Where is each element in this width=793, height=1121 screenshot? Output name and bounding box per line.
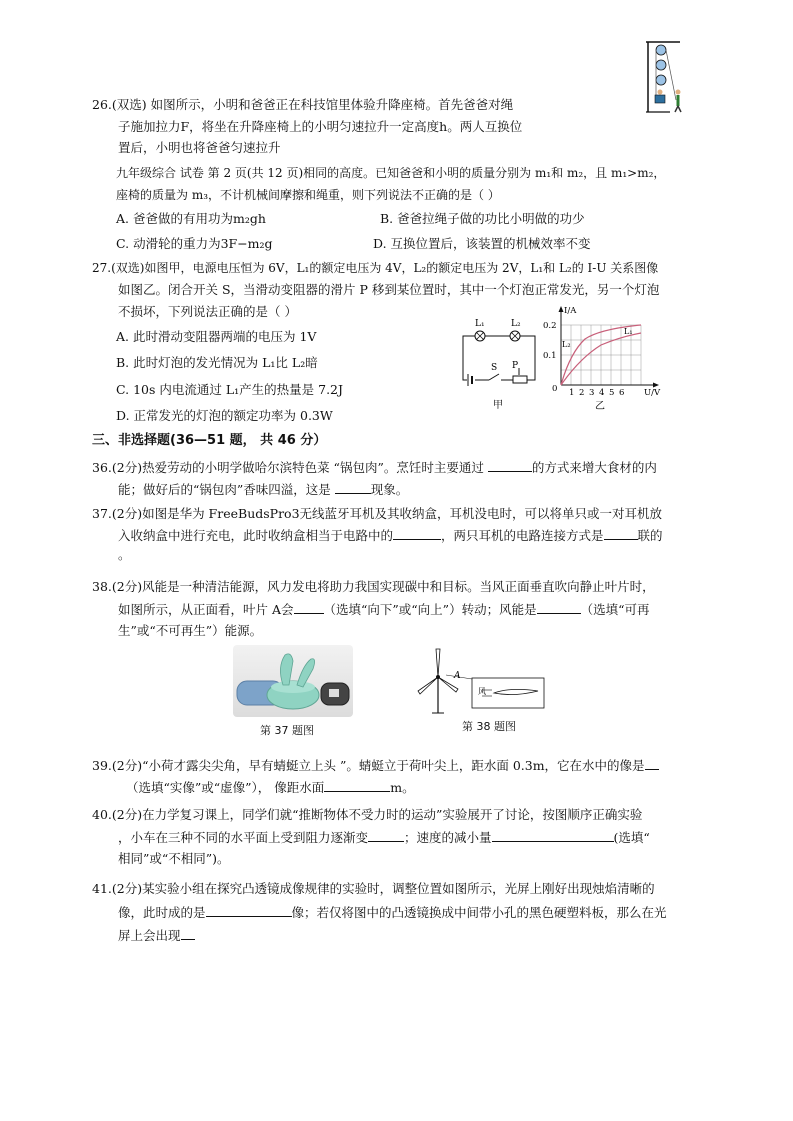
circuit-label-l2: L₂	[511, 319, 521, 329]
fig37-caption: 第 37 题图	[260, 724, 314, 737]
q27-option-a: A. 此时滑动变阻器两端的电压为 1V	[116, 329, 317, 344]
q37-line3: 。	[118, 547, 131, 562]
q26-option-a: A. 爸爸做的有用功为m₂gh	[116, 211, 266, 226]
q39-line1: 39.(2分)“小荷才露尖尖角，早有蜻蜓立上头 ”。蜻蜓立于荷叶尖上，距水面 0.3m，它在水中的像是	[92, 756, 659, 775]
graph-ylabel: I/A	[564, 306, 577, 316]
q40-line3: 相同”或“不相同”)。	[118, 851, 230, 866]
q36-line1: 36.(2分)热爱劳动的小明学做哈尔滨特色菜 “锅包肉”。烹饪时主要通过 的方式来增大食材的内	[92, 460, 657, 475]
q37-line2: 入收纳盒中进行充电，此时收纳盒相当于电路中的 ，两只耳机的电路连接方式是 联的	[118, 528, 663, 543]
q27-option-c: C. 10s 内电流通过 L₁产生的热量是 7.2J	[116, 382, 344, 397]
q41-line1: 41.(2分)某实验小组在探究凸透镜成像规律的实验时，调整位置如图所示，光屏上刚好出现烛焰清晰的	[92, 881, 655, 896]
q26-line4: 九年级综合 试卷 第 2 页(共 12 页)相同的高度。已知爸爸和小明的质量分别为 m₁和 m₂，且 m₁>m₂，	[116, 166, 666, 180]
q26-line2: 子施加拉力F，将坐在升降座椅上的小明匀速拉升一定高度h。两人互换位	[118, 119, 523, 134]
graph-xtick-6: 6	[619, 388, 625, 398]
q41-line3: 屏上会出现	[118, 926, 195, 945]
q27-line1: 27.(双选)如图甲，电源电压恒为 6V，L₁的额定电压为 4V，L₂的额定电压为 2V，L₁和 L₂的 I-U 关系图像	[92, 261, 659, 275]
q39-blank-2[interactable]	[324, 778, 390, 792]
q41-line2: 像，此时成的是 像；若仅将图中的凸透镜换成中间带小孔的黑色硬塑料板，那么在光	[118, 905, 667, 920]
q39-blank-1[interactable]	[645, 756, 659, 770]
q38-blank-2[interactable]	[537, 600, 581, 614]
section-title: 三、非选择题(36—51 题， 共 46 分）	[92, 433, 327, 448]
graph-ytick-0.1: 0.1	[543, 351, 557, 361]
q40-line2: ，小车在三种不同的水平面上受到阻力逐渐变 ；速度的减小量 (选填“	[118, 830, 650, 845]
q27-line2: 如图乙。闭合开关 S，当滑动变阻器的滑片 P 移到某位置时，其中一个灯泡正常发光，另一个灯泡	[118, 282, 660, 297]
q26-option-b: B. 爸爸拉绳子做的功比小明做的功少	[380, 211, 585, 226]
graph-xtick-4: 4	[599, 388, 605, 398]
q39-line2: （选填“实像”或“虚像”）， 像距水面 m。	[126, 780, 415, 795]
q36-blank-2[interactable]	[335, 480, 371, 494]
q38-blank-1[interactable]	[294, 600, 324, 614]
graph-label-l2: L₂	[562, 340, 571, 349]
graph-label-l1: L₁	[624, 327, 633, 336]
q27-line3: 不损坏，下列说法正确的是（ ）	[118, 304, 297, 319]
graph-ytick-0.2: 0.2	[543, 321, 557, 331]
fig38-label-wind: 风	[478, 687, 486, 696]
iu-graph	[540, 303, 670, 411]
earbuds-figure	[233, 645, 353, 717]
graph-xtick-1: 1	[569, 388, 575, 398]
wind-turbine-figure	[410, 645, 550, 715]
q27-option-b: B. 此时灯泡的发光情况为 L₁比 L₂暗	[116, 355, 318, 370]
q41-blank-1[interactable]	[206, 903, 292, 917]
circuit-label-l1: L₁	[475, 319, 485, 329]
q37-blank-2[interactable]	[604, 526, 638, 540]
graph-xlabel: U/V	[644, 388, 661, 398]
q27-option-d: D. 正常发光的灯泡的额定功率为 0.3W	[116, 408, 333, 423]
q36-line2: 能；做好后的“锅包肉”香味四溢，这是 现象。	[118, 482, 409, 497]
earbuds-icon	[233, 645, 353, 717]
q26-line5: 座椅的质量为 m₃，不计机械间摩擦和绳重，则下列说法不正确的是（ ）	[116, 188, 500, 202]
q40-blank-2[interactable]	[492, 828, 614, 842]
q37-blank-1[interactable]	[393, 526, 441, 540]
graph-xtick-3: 3	[589, 388, 595, 398]
q38-line1: 38.(2分)风能是一种清洁能源，风力发电将助力我国实现碳中和目标。当风正面垂直吹向静止叶片时，	[92, 579, 655, 594]
q41-blank-2[interactable]	[181, 926, 195, 940]
fig38-caption: 第 38 题图	[462, 720, 516, 733]
graph-caption: 乙	[595, 401, 605, 411]
q40-blank-1[interactable]	[368, 828, 404, 842]
q37-line1: 37.(2分)如图是华为 FreeBudsPro3无线蓝牙耳机及其收纳盒，耳机没电时，可以将单只或一对耳机放	[92, 506, 663, 521]
lift-chair-figure	[640, 40, 690, 115]
circuit-diagram	[455, 316, 545, 411]
graph-origin: 0	[552, 384, 558, 394]
circuit-label-p: P	[512, 361, 519, 371]
graph-xtick-2: 2	[579, 388, 585, 398]
q26-option-d: D. 互换位置后，该装置的机械效率不变	[373, 236, 591, 251]
graph-xtick-5: 5	[609, 388, 615, 398]
q26-line1: 26.(双选) 如图所示，小明和爸爸正在科技馆里体验升降座椅。首先爸爸对绳	[92, 97, 514, 112]
q26-line3: 置后，小明也将爸爸匀速拉升	[118, 140, 281, 155]
q38-line2: 如图所示，从正面看，叶片 A会 （选填“向下”或“向上”）转动；风能是 （选填“可再	[118, 602, 650, 617]
q38-line3: 生”或“不可再生”）能源。	[118, 623, 263, 638]
q40-line1: 40.(2分)在力学复习课上，同学们就“推断物体不受力时的运动”实验展开了讨论，按图顺序正确实验	[92, 807, 643, 822]
circuit-caption: 甲	[493, 400, 503, 411]
q26-option-c: C. 动滑轮的重力为3F−m₂g	[116, 236, 273, 251]
circuit-label-s: S	[491, 363, 498, 373]
fig38-label-a: A	[454, 671, 461, 681]
q36-blank-1[interactable]	[488, 458, 532, 472]
